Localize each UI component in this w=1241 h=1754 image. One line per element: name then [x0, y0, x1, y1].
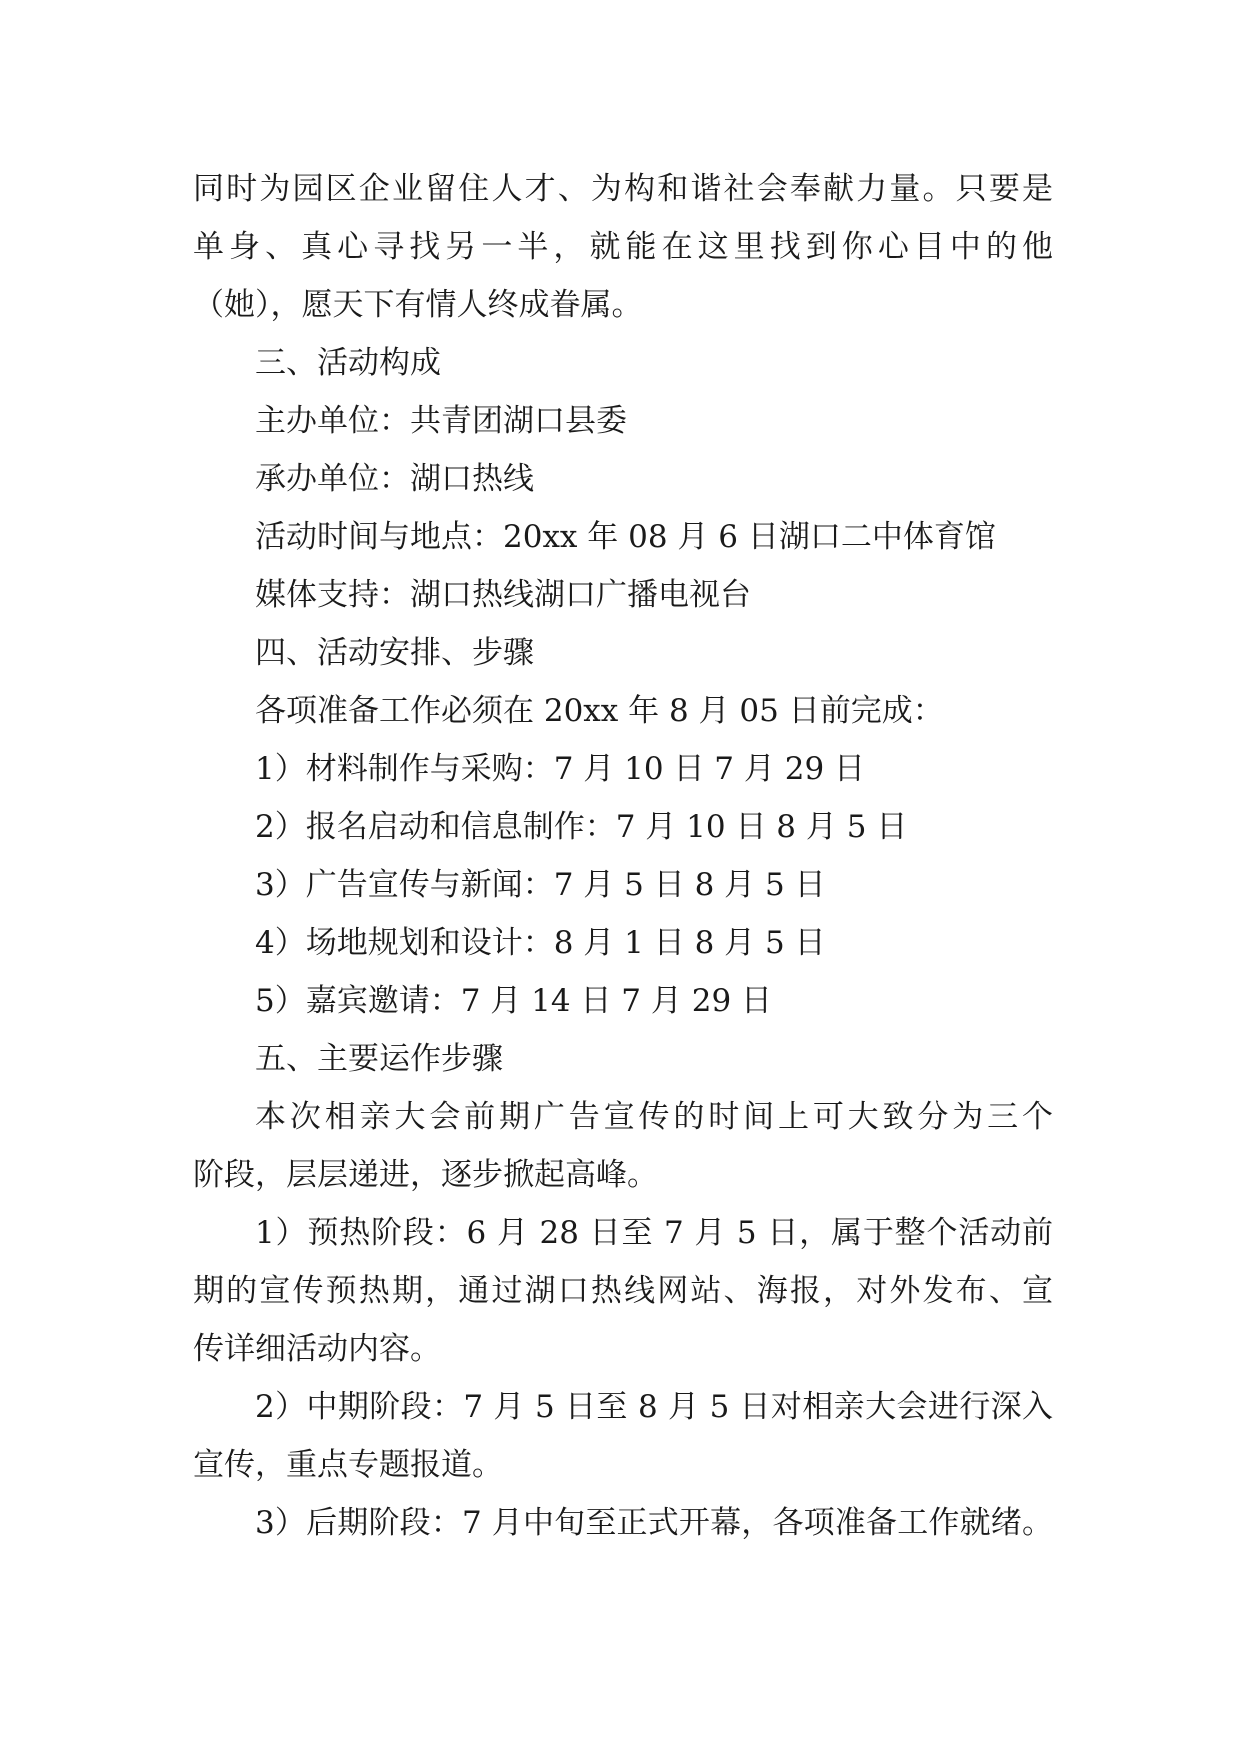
text-line: 本次相亲大会前期广告宣传的时间上可大致分为三个: [255, 1099, 1053, 1135]
list-item: 4）场地规划和设计：8 月 1 日 8 月 5 日: [255, 925, 826, 961]
document-body: [193, 160, 1053, 1552]
list-item: 3）广告宣传与新闻：7 月 5 日 8 月 5 日: [255, 867, 826, 903]
section-heading-main-steps: 五、主要运作步骤: [255, 1041, 503, 1077]
list-item: 5）嘉宾邀请：7 月 14 日 7 月 29 日: [255, 983, 773, 1019]
text-line: 期的宣传预热期，通过湖口热线网站、海报，对外发布、宣: [193, 1273, 1053, 1309]
text-line: 主办单位：共青团湖口县委: [255, 403, 627, 439]
text-line: 3）后期阶段：7 月中旬至正式开幕，各项准备工作就绪。: [255, 1505, 1053, 1541]
text-line: 同时为园区企业留住人才、为构和谐社会奉献力量。只要是: [193, 171, 1053, 207]
text-line: 承办单位：湖口热线: [255, 461, 534, 497]
text-line: 媒体支持：湖口热线湖口广播电视台: [255, 577, 751, 613]
text-line: 宣传，重点专题报道。: [193, 1447, 503, 1483]
text-line: （她），愿天下有情人终成眷属。: [193, 287, 643, 323]
text-line: 单身、真心寻找另一半，就能在这里找到你心目中的他: [193, 229, 1053, 265]
section-heading-activity-composition: 三、活动构成: [255, 345, 441, 381]
text-line: 传详细活动内容。: [193, 1331, 441, 1367]
text-line: 2）中期阶段：7 月 5 日至 8 月 5 日对相亲大会进行深入: [255, 1389, 1053, 1425]
list-item: 2）报名启动和信息制作：7 月 10 日 8 月 5 日: [255, 809, 908, 845]
section-heading-arrangement: 四、活动安排、步骤: [255, 635, 534, 671]
text-line: 活动时间与地点：20xx 年 08 月 6 日湖口二中体育馆: [255, 519, 996, 555]
text-line: 各项准备工作必须在 20xx 年 8 月 05 日前完成：: [255, 693, 944, 729]
text-line: 阶段，层层递进，逐步掀起高峰。: [193, 1157, 658, 1193]
text-line: 1）预热阶段：6 月 28 日至 7 月 5 日，属于整个活动前: [255, 1215, 1053, 1251]
list-item: 1）材料制作与采购：7 月 10 日 7 月 29 日: [255, 751, 866, 787]
